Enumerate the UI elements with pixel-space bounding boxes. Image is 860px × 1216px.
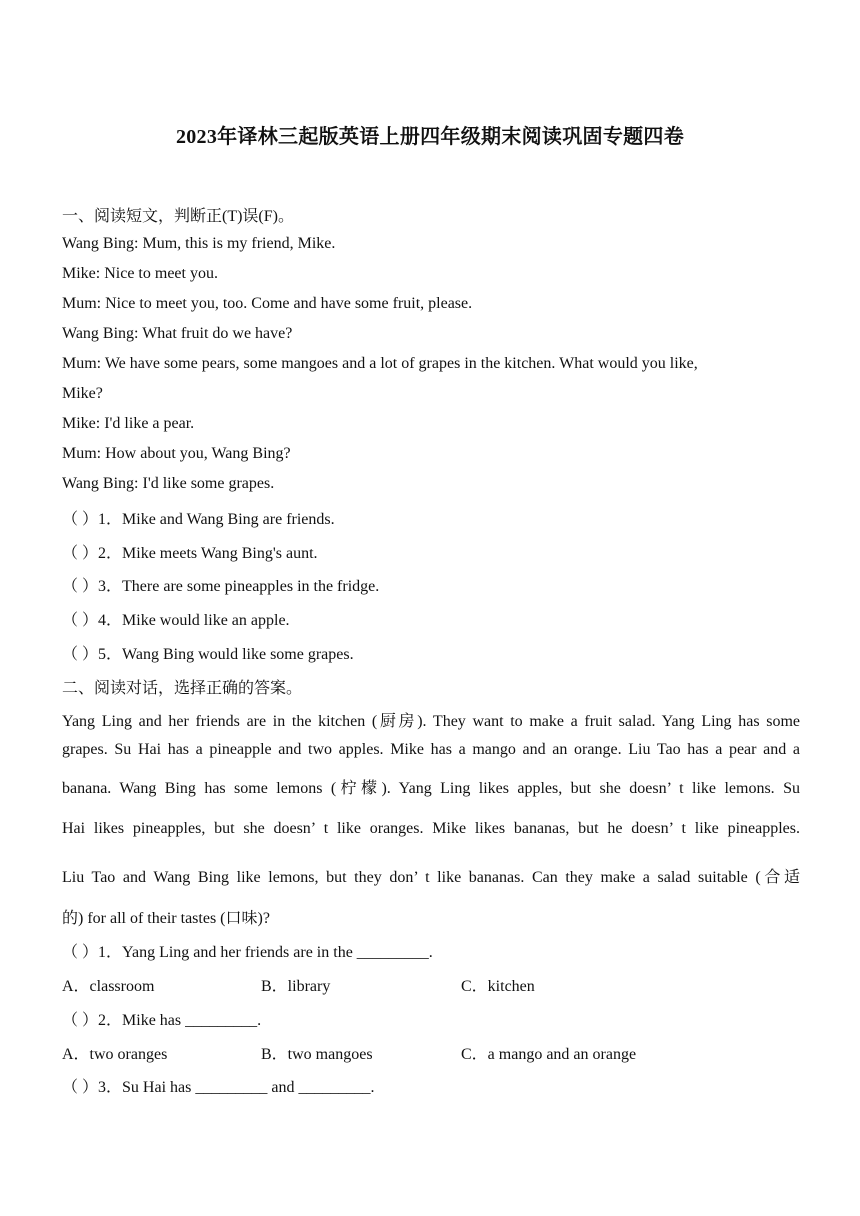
dialogue-line: Mum: Nice to meet you, too. Come and have some fruit, please. — [62, 295, 473, 312]
answer-parentheses[interactable]: （ ） — [62, 545, 99, 562]
question-number: 3． — [98, 1079, 123, 1096]
dialogue-line: Mike: Nice to meet you. — [62, 265, 218, 282]
passage-line — [62, 775, 800, 798]
answer-parentheses[interactable]: （ ） — [62, 612, 99, 629]
answer-parentheses[interactable]: （ ） — [62, 944, 99, 961]
tf-question — [62, 607, 290, 630]
mc-question — [62, 1074, 374, 1097]
option-b[interactable]: B．two mangoes — [261, 1046, 373, 1063]
answer-parentheses[interactable]: （ ） — [62, 646, 99, 663]
tf-question — [62, 540, 318, 563]
mc-question — [62, 939, 433, 962]
tf-question — [62, 641, 354, 664]
dialogue-line: Mike? — [62, 385, 103, 402]
tf-question — [62, 573, 379, 596]
question-text: There are some pineapples in the fridge. — [122, 578, 380, 595]
dialogue-line: Mum: We have some pears, some mangoes and a lot of grapes in the kitchen. What would you like, — [62, 355, 698, 372]
mc-question — [62, 1007, 261, 1030]
section1-heading: 一、阅读短文，判断正(T)误(F)。 — [62, 208, 294, 225]
passage-line — [62, 708, 800, 731]
dialogue-line: Wang Bing: What fruit do we have? — [62, 325, 293, 342]
option-c[interactable]: C．a mango and an orange — [461, 1046, 637, 1063]
passage-line — [62, 864, 800, 887]
question-text: Mike would like an apple. — [122, 612, 290, 629]
question-text: Su Hai has _________ and _________. — [122, 1079, 375, 1096]
tf-question — [62, 506, 335, 529]
answer-parentheses[interactable]: （ ） — [62, 1012, 99, 1029]
question-number: 5． — [98, 646, 123, 663]
question-text: Yang Ling and her friends are in the _________. — [122, 944, 433, 961]
passage-line — [62, 820, 800, 838]
passage-text: Hai likes pineapples, but she doesn’ t like oranges. Mike likes bananas, but he doesn’ t like pineapples. — [62, 820, 800, 837]
page-title: 2023年译林三起版英语上册四年级期末阅读巩固专题四卷 — [175, 126, 685, 148]
question-number: 1． — [98, 944, 123, 961]
question-number: 3． — [98, 578, 123, 595]
question-text: Mike and Wang Bing are friends. — [122, 511, 335, 528]
answer-parentheses[interactable]: （ ） — [62, 578, 99, 595]
option-c[interactable]: C．kitchen — [461, 978, 535, 995]
passage-text: Liu Tao and Wang Bing like lemons, but they don’ t like bananas. Can they make a salad suitable (合适 — [62, 869, 800, 886]
passage-text: Yang Ling and her friends are in the kitchen (厨房). They want to make a fruit salad. Yang Ling has some — [62, 713, 800, 730]
question-number: 1． — [98, 511, 123, 528]
answer-parentheses[interactable]: （ ） — [62, 1079, 99, 1096]
question-number: 4． — [98, 612, 123, 629]
dialogue-line: Wang Bing: Mum, this is my friend, Mike. — [62, 235, 336, 252]
question-text: Mike has _________. — [122, 1012, 262, 1029]
question-text: Mike meets Wang Bing's aunt. — [122, 545, 318, 562]
passage-text: grapes. Su Hai has a pineapple and two apples. Mike has a mango and an orange. Liu Tao has a pear and a — [62, 741, 800, 758]
option-b[interactable]: B．library — [261, 978, 331, 995]
option-a[interactable]: A．classroom — [62, 978, 155, 995]
question-number: 2． — [98, 1012, 123, 1029]
dialogue-line: Wang Bing: I'd like some grapes. — [62, 475, 275, 492]
passage-line — [62, 741, 800, 759]
passage-text: banana. Wang Bing has some lemons (柠檬). Yang Ling likes apples, but she doesn’ t like lemons. Su — [62, 780, 800, 797]
passage-line: 的) for all of their tastes (口味)? — [62, 910, 270, 927]
answer-parentheses[interactable]: （ ） — [62, 511, 99, 528]
dialogue-line: Mum: How about you, Wang Bing? — [62, 445, 291, 462]
option-a[interactable]: A．two oranges — [62, 1046, 168, 1063]
question-number: 2． — [98, 545, 123, 562]
dialogue-line: Mike: I'd like a pear. — [62, 415, 195, 432]
section2-heading: 二、阅读对话，选择正确的答案。 — [62, 680, 303, 697]
question-text: Wang Bing would like some grapes. — [122, 646, 354, 663]
